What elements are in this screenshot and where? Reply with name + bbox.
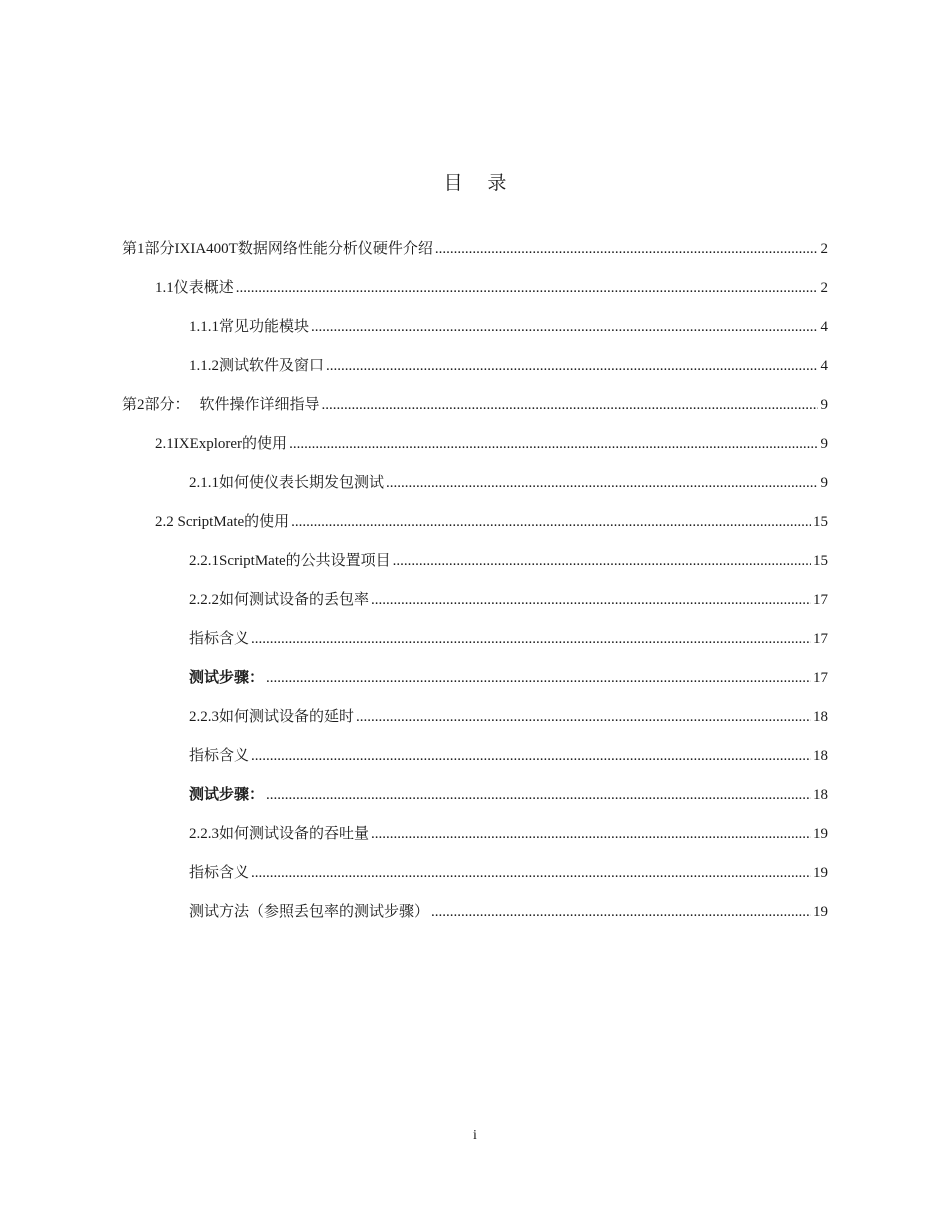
toc-entry[interactable] — [122, 356, 828, 395]
toc-dot-leader — [289, 434, 818, 454]
toc-entry-title: IXIA400T数据网络性能分析仪硬件介绍 — [174, 241, 433, 257]
toc-dot-leader — [251, 863, 811, 883]
toc-entry-title: 2.2 ScriptMate的使用 — [155, 514, 290, 530]
toc-entry-page: 17 — [813, 670, 828, 686]
toc-entry-page: 9 — [820, 397, 828, 413]
toc-entry[interactable] — [122, 512, 828, 551]
toc-entry-title: 1.1.1常见功能模块 — [189, 319, 310, 335]
toc-entry-title: 指标含义 — [189, 631, 250, 647]
toc-dot-leader — [371, 590, 811, 610]
toc-entry[interactable] — [122, 824, 828, 863]
toc-entry-page: 4 — [820, 358, 828, 374]
toc-entry-title: 测试步骤： — [189, 670, 265, 686]
toc-entry-page: 17 — [813, 592, 828, 608]
toc-entry-number: 第2部分： — [122, 397, 190, 413]
toc-entry-page: 19 — [813, 826, 828, 842]
toc-entry-title: 如何使仪表长期发包测试 — [219, 475, 385, 491]
toc-entry-number: 2.2.2 — [189, 592, 219, 608]
toc-entry[interactable] — [122, 551, 828, 590]
table-of-contents — [122, 239, 828, 941]
toc-entry[interactable] — [122, 278, 828, 317]
toc-entry[interactable] — [122, 629, 828, 668]
toc-entry-title: 指标含义 — [189, 865, 250, 881]
toc-dot-leader — [322, 395, 818, 415]
toc-entry-title: 软件操作详细指导 — [199, 397, 320, 413]
toc-entry[interactable] — [122, 434, 828, 473]
toc-entry-title: 测试步骤： — [189, 787, 265, 803]
toc-entry-title: 指标含义 — [189, 748, 250, 764]
toc-entry-title: 2.2.3如何测试设备的延时 — [189, 709, 355, 725]
toc-entry-title: 如何测试设备的丢包率 — [219, 592, 370, 608]
toc-dot-leader — [356, 707, 811, 727]
toc-entry[interactable] — [122, 590, 828, 629]
toc-entry[interactable] — [122, 746, 828, 785]
toc-dot-leader — [236, 278, 818, 298]
toc-dot-leader — [291, 512, 811, 532]
toc-entry-page: 19 — [813, 904, 828, 920]
toc-entry-number: 2.1.1 — [189, 475, 219, 491]
toc-entry-page: 15 — [813, 514, 828, 530]
toc-entry[interactable] — [122, 395, 828, 434]
toc-entry[interactable] — [122, 902, 828, 941]
toc-entry[interactable] — [122, 668, 828, 707]
toc-dot-leader — [326, 356, 818, 376]
toc-entry-title: 2.1IXExplorer的使用 — [155, 436, 288, 452]
toc-dot-leader — [311, 317, 818, 337]
toc-entry-title: 1.1.2测试软件及窗口 — [189, 358, 325, 374]
toc-entry[interactable] — [122, 863, 828, 902]
toc-entry-page: 9 — [820, 475, 828, 491]
toc-entry-page: 18 — [813, 748, 828, 764]
toc-entry-page: 17 — [813, 631, 828, 647]
toc-entry-page: 15 — [813, 553, 828, 569]
toc-entry-number: 第1部分 — [122, 241, 175, 257]
toc-entry-page: 19 — [813, 865, 828, 881]
toc-dot-leader — [435, 239, 818, 259]
toc-entry[interactable] — [122, 239, 828, 278]
toc-dot-leader — [266, 668, 811, 688]
page-number: i — [473, 1128, 477, 1143]
toc-entry[interactable] — [122, 785, 828, 824]
toc-entry-title: 2.2.3如何测试设备的吞吐量 — [189, 826, 370, 842]
toc-entry[interactable] — [122, 473, 828, 512]
toc-entry[interactable] — [122, 317, 828, 356]
toc-dot-leader — [371, 824, 811, 844]
toc-dot-leader — [251, 629, 811, 649]
toc-entry-title: 测试方法（参照丢包率的测试步骤） — [189, 904, 430, 920]
toc-dot-leader — [266, 785, 811, 805]
toc-entry-title: ScriptMate的公共设置项目 — [219, 553, 391, 569]
toc-entry-page: 2 — [820, 280, 828, 296]
toc-entry-number: 2.2.1 — [189, 553, 219, 569]
toc-entry[interactable] — [122, 707, 828, 746]
toc-entry-page: 4 — [820, 319, 828, 335]
page-title: 目 录 — [443, 173, 517, 194]
toc-dot-leader — [431, 902, 811, 922]
toc-entry-title: 1.1仪表概述 — [155, 280, 234, 296]
toc-dot-leader — [386, 473, 818, 493]
toc-entry-page: 18 — [813, 787, 828, 803]
toc-dot-leader — [251, 746, 811, 766]
toc-entry-page: 2 — [820, 241, 828, 257]
toc-dot-leader — [393, 551, 811, 571]
toc-entry-page: 18 — [813, 709, 828, 725]
toc-entry-page: 9 — [820, 436, 828, 452]
